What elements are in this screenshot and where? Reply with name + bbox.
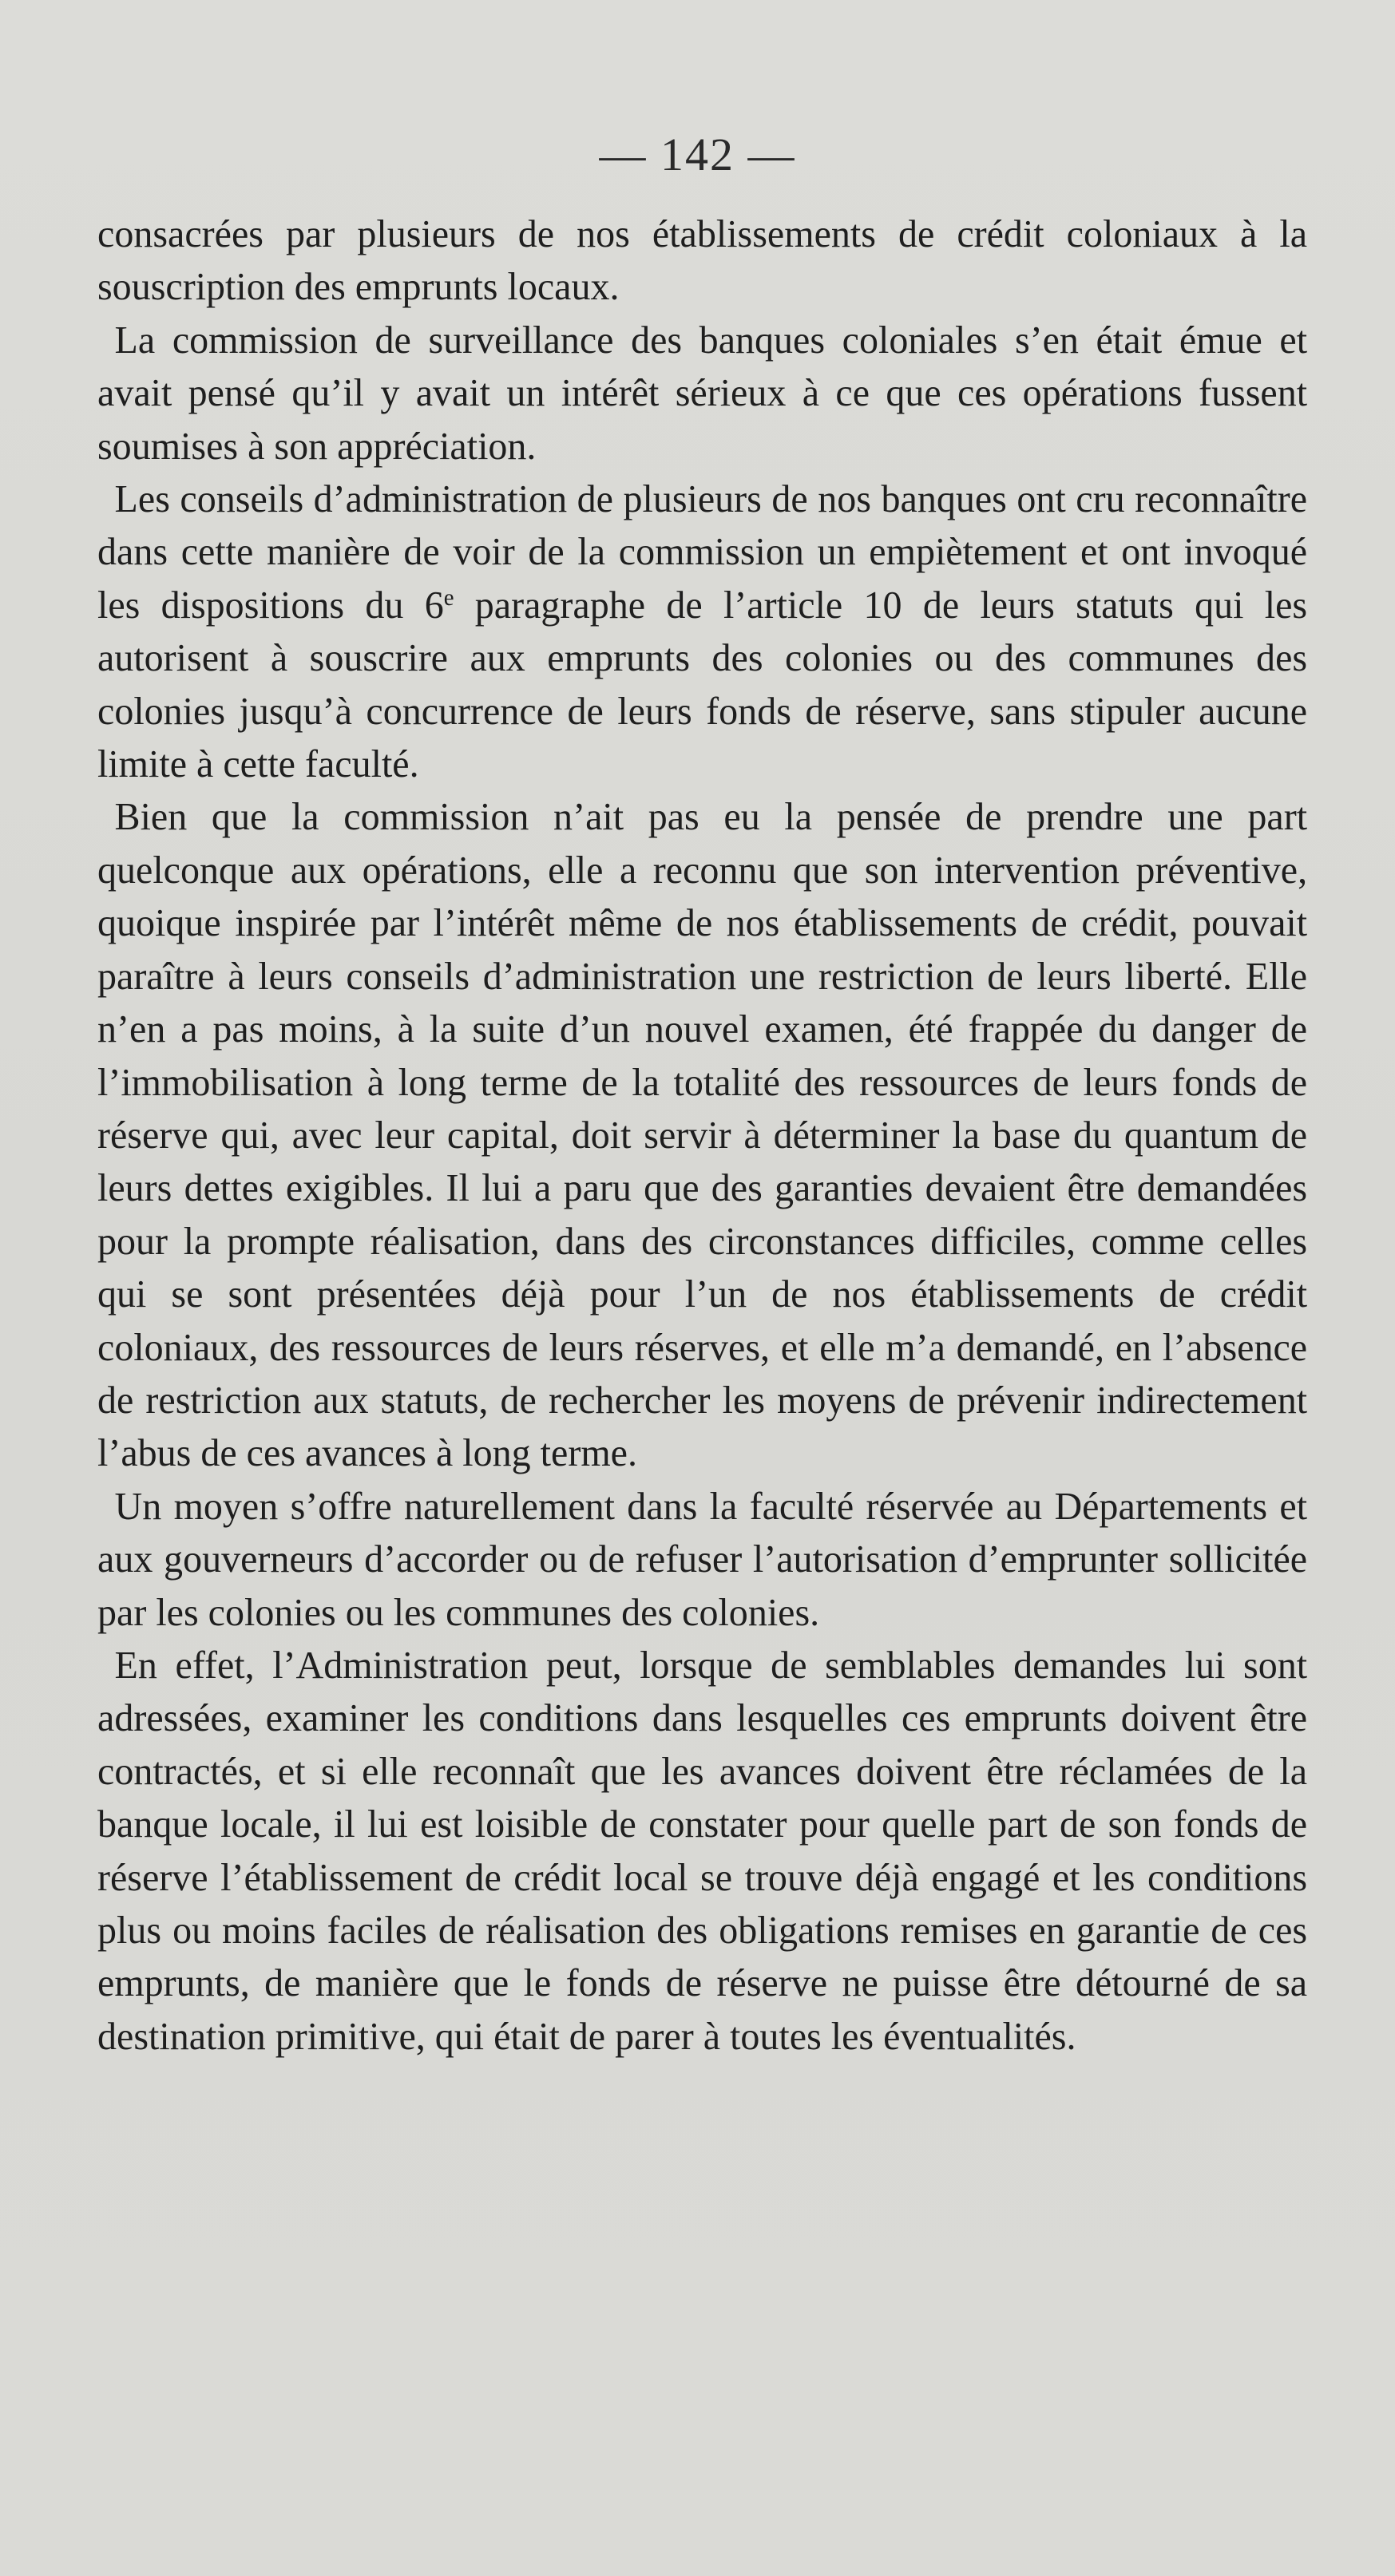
paragraph-conseils-after: paragraphe de l’article 10 de leurs statuts qui les autorisent à souscrire aux emprunts des colonies ou des communes des colonies jusqu’à concurrence de leurs fonds de réserve, sans stipuler aucune limite à cette faculté. <box>97 582 1308 786</box>
body-text <box>97 208 1307 2063</box>
paragraph-conseils <box>97 473 1307 790</box>
paragraph-commission: La commission de surveillance des banques coloniales s’en était émue et avait pensé qu’il y avait un intérêt sérieux à ce que ces opérations fussent soumises à son appréciation. <box>97 317 1308 468</box>
paragraph-en-effet: En effet, l’Administration peut, lorsque de semblables demandes lui sont adressées, examiner les conditions dans lesquelles ces emprunts doivent être contractés, et si elle reconnaît que les avances doivent être réclamées de la banque locale, il lui est loisible de constater pour quelle part de son fonds de réserve l’établissement de crédit local se trouve déjà engagé et les conditions plus ou moins faciles de réalisation des obligations remises en garantie de ces emprunts, de manière que le fonds de réserve ne puisse être détourné de sa destination primitive, qui était de parer à toutes les éventualités. <box>97 1642 1308 2058</box>
paragraph-continuation: consacrées par plusieurs de nos établissements de crédit coloniaux à la souscription des emprunts locaux. <box>97 212 1308 309</box>
paragraph-bien-que: Bien que la commission n’ait pas eu la pensée de prendre une part quelconque aux opérations, elle a reconnu que son intervention préventive, quoique inspirée par l’intérêt même de nos établissements de crédit, pouvait paraître à leurs conseils d’administration une restriction de leurs liberté. Elle n’en a pas moins, à la suite d’un nouvel examen, été frappée du danger de l’immobilisation à long terme de la totalité des ressources de leurs fonds de réserve qui, avec leur capital, doit servir à déterminer la base du quantum de leurs dettes exigibles. Il lui a paru que des garanties devaient être demandées pour la prompte réalisation, dans des circonstances difficiles, comme celles qui se sont présentées déjà pour l’un de nos établissements de crédit coloniaux, des ressources de leurs réserves, et elle m’a demandé, en l’absence de restriction aux statuts, de rechercher les moyens de prévenir indirectement l’abus de ces avances à long terme. <box>97 794 1308 1475</box>
paragraph-un-moyen: Un moyen s’offre naturellement dans la faculté réservée au Départements et aux gouverneurs d’accorder ou de refuser l’autorisation d’emprunter sollicitée par les colonies ou les communes des colonies. <box>97 1483 1308 1634</box>
ordinal-superscript: e <box>443 584 454 611</box>
page-number: — 142 — <box>599 129 796 180</box>
paragraph-conseils-before: Les conseils d’administration de plusieurs de nos banques ont cru reconnaître dans cette manière de voir de la commission un empiètement et ont invoqué les dispositions du 6 <box>97 477 1308 627</box>
